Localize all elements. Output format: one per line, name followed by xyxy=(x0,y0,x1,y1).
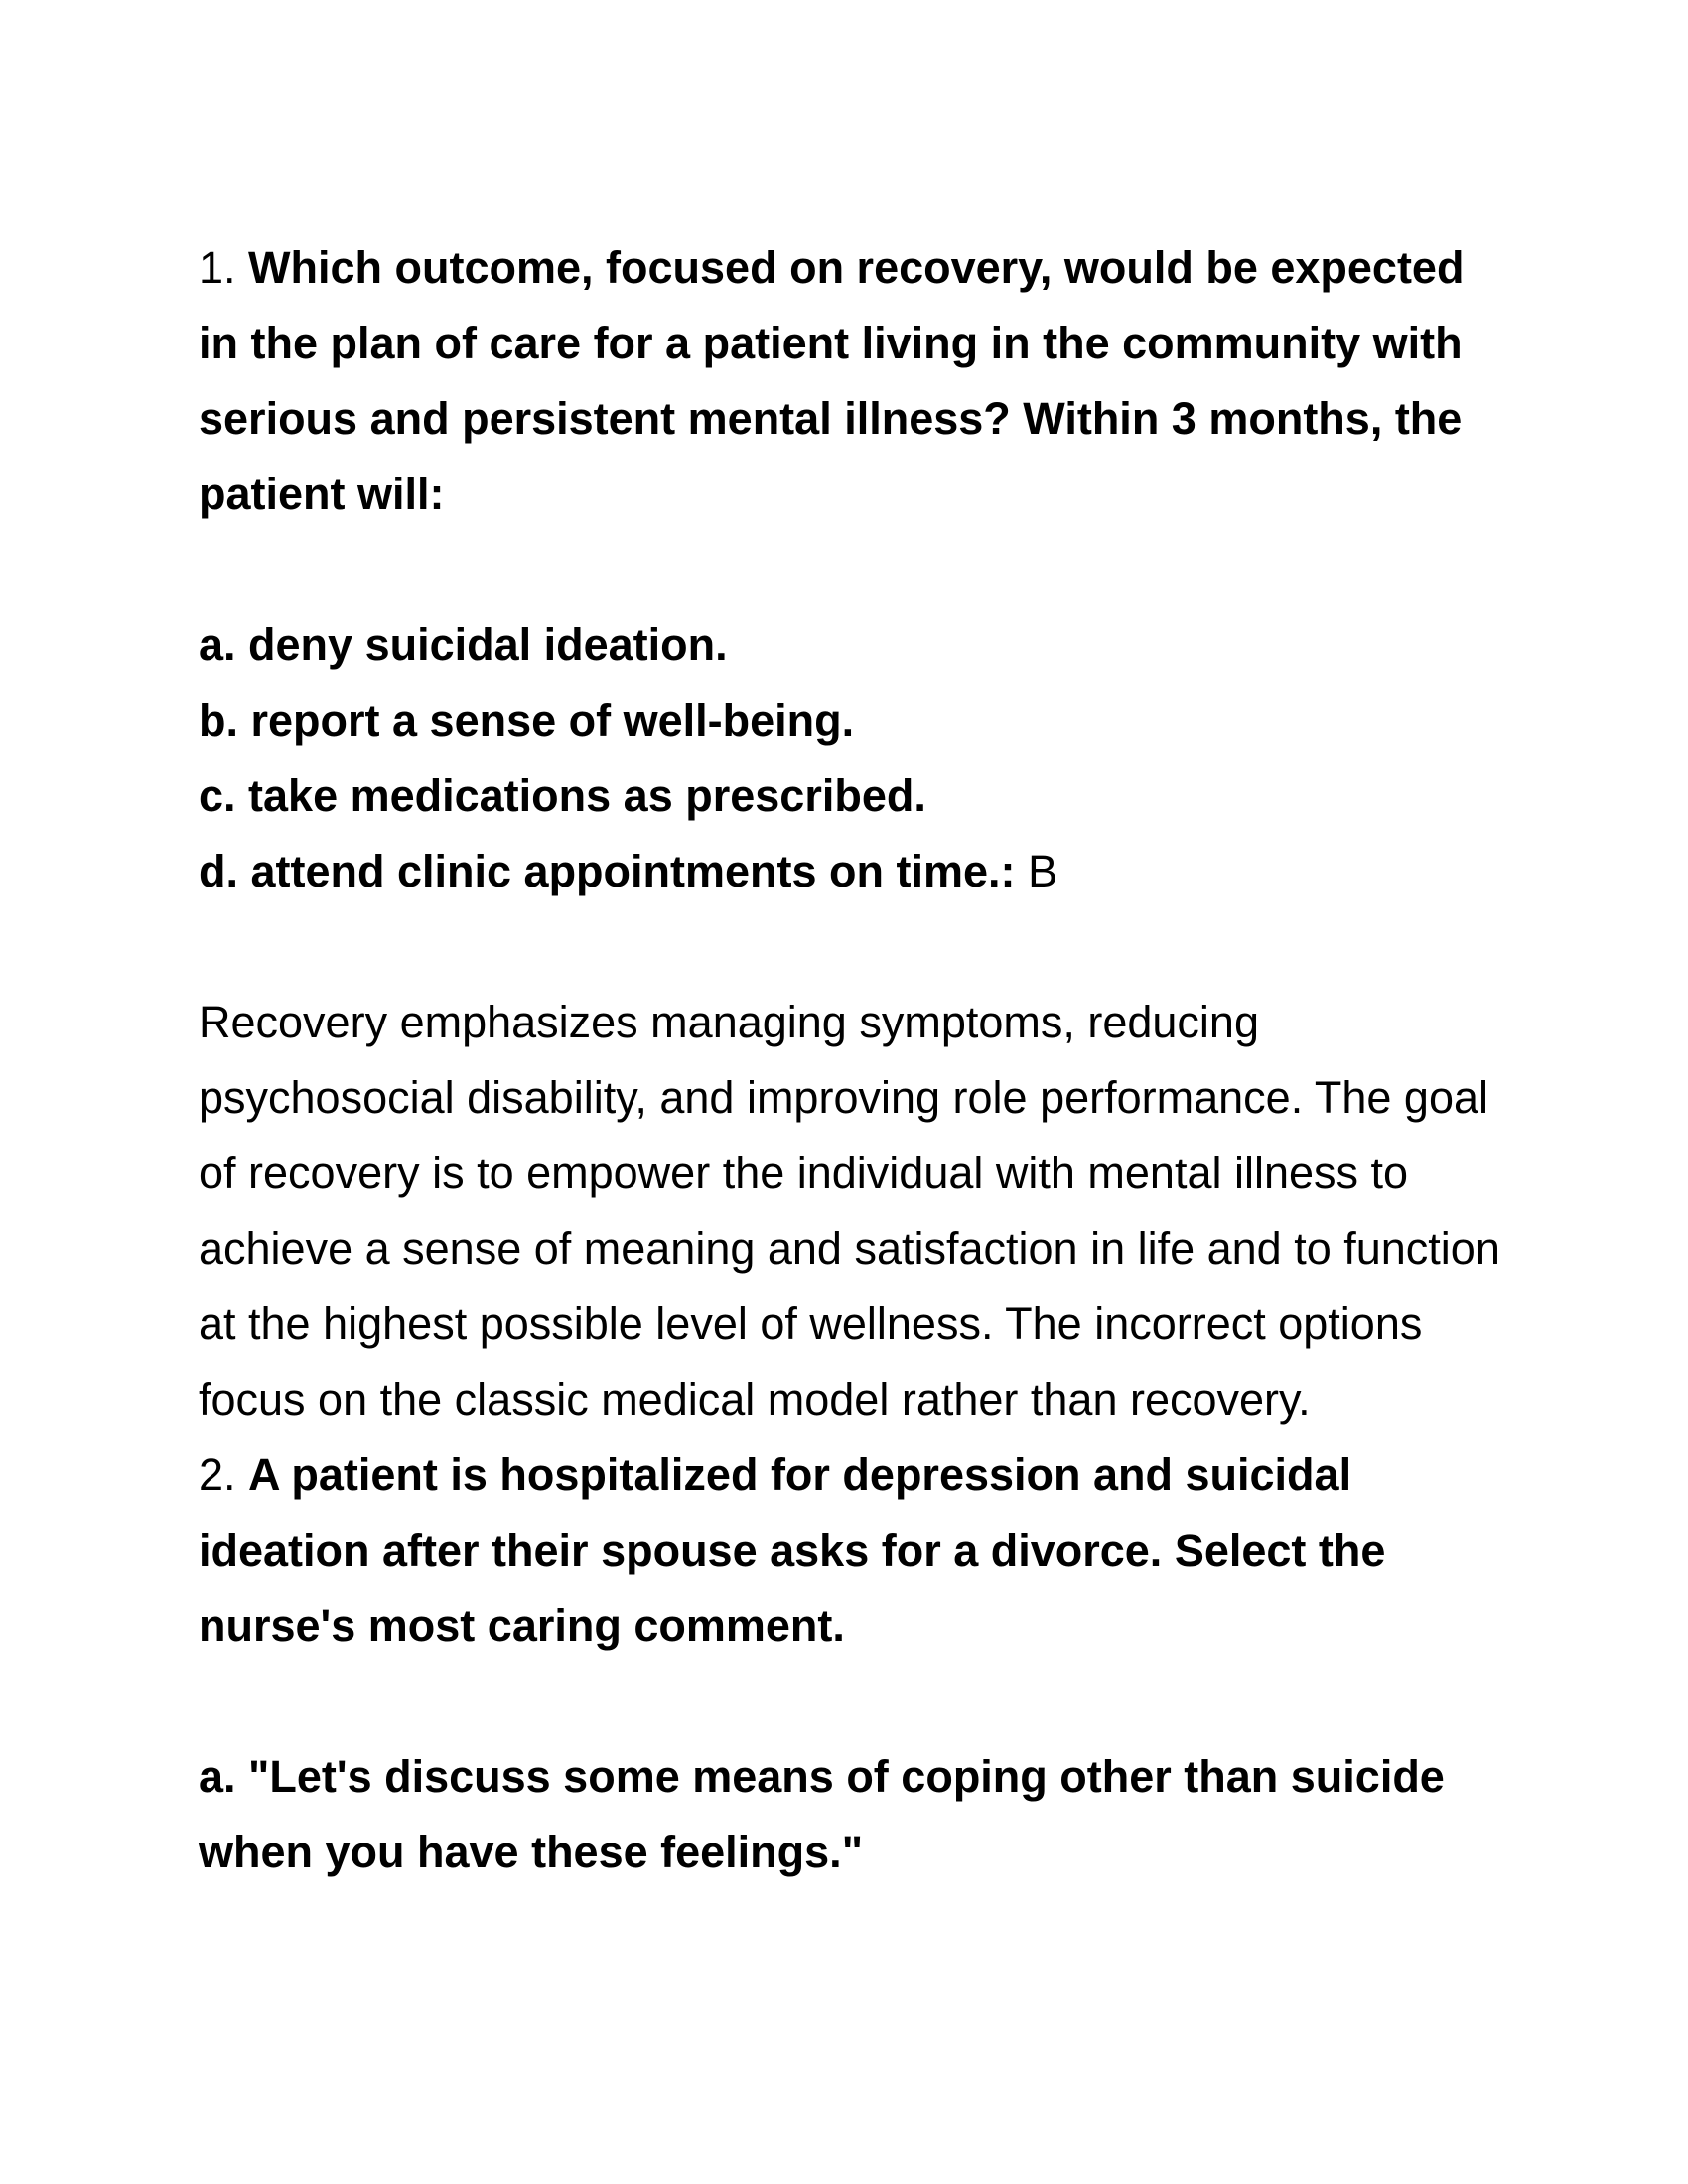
question-2-option-a-line-2: when you have these feelings." xyxy=(199,1827,864,1877)
question-2 xyxy=(199,1437,1509,1890)
question-1-rationale-line-4: achieve a sense of meaning and satisfaction in life and to function xyxy=(199,1223,1500,1274)
question-1-option-d: d. attend clinic appointments on time.: xyxy=(199,846,1016,896)
question-1-rationale-line-5: at the highest possible level of wellness. The incorrect options xyxy=(199,1298,1423,1349)
question-2-number: 2. xyxy=(199,1449,236,1500)
question-2-stem-line-3: nurse's most caring comment. xyxy=(199,1600,845,1651)
question-2-option-a-line-1: a. "Let's discuss some means of coping other than suicide xyxy=(199,1751,1445,1802)
question-1-number: 1. xyxy=(199,242,236,293)
document-page xyxy=(199,230,1509,1890)
question-1-rationale-line-3: of recovery is to empower the individual with mental illness to xyxy=(199,1148,1409,1198)
spacer xyxy=(199,909,1509,985)
question-1-rationale-line-2: psychosocial disability, and improving role performance. The goal xyxy=(199,1072,1489,1123)
question-2-stem-text-1: A patient is hospitalized for depression and suicidal xyxy=(248,1449,1352,1500)
question-1 xyxy=(199,230,1509,1437)
question-1-option-b: b. report a sense of well-being. xyxy=(199,695,855,746)
question-1-answer: B xyxy=(1028,846,1058,896)
question-1-stem-line-2: in the plan of care for a patient living in the community with xyxy=(199,318,1463,368)
question-1-rationale-line-6: focus on the classic medical model rather than recovery. xyxy=(199,1374,1311,1425)
question-1-option-a: a. deny suicidal ideation. xyxy=(199,619,728,670)
question-2-stem-line-1 xyxy=(199,1437,1509,1513)
spacer xyxy=(199,532,1509,608)
question-1-stem-text-1: Which outcome, focused on recovery, would be expected xyxy=(248,242,1465,293)
question-1-stem-line-4: patient will: xyxy=(199,469,445,519)
question-1-stem-line-1 xyxy=(199,230,1509,306)
spacer xyxy=(199,1664,1509,1739)
question-1-option-d-line xyxy=(199,834,1509,909)
question-1-option-c: c. take medications as prescribed. xyxy=(199,770,926,821)
question-1-stem-line-3: serious and persistent mental illness? Within 3 months, the xyxy=(199,393,1463,444)
question-2-stem-line-2: ideation after their spouse asks for a divorce. Select the xyxy=(199,1525,1386,1575)
question-1-rationale-line-1: Recovery emphasizes managing symptoms, reducing xyxy=(199,997,1259,1047)
